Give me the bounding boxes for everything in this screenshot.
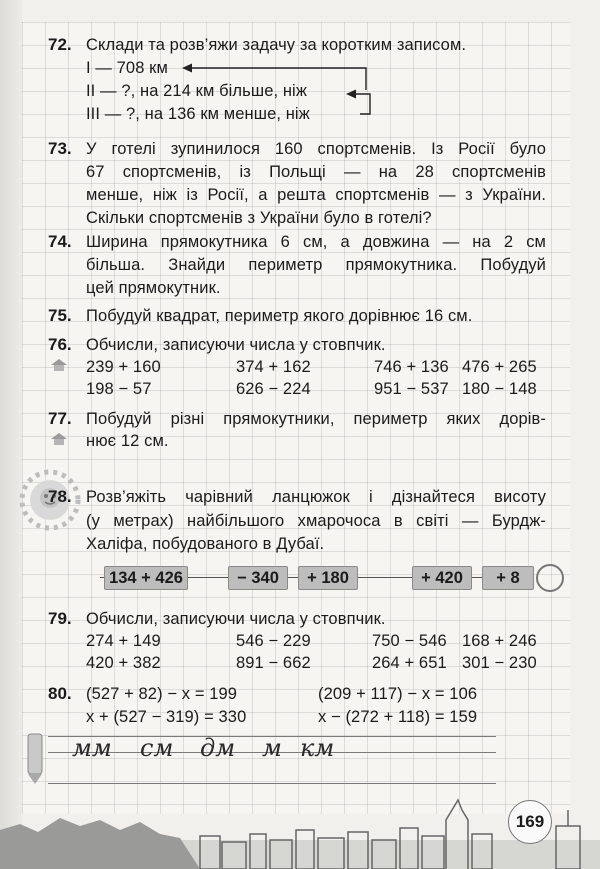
task-80-eq-2-2: x − (272 + 118) = 159 (318, 708, 478, 726)
task-73-line-2: 67 спортсменів, із Польщі — на 28 спортсменів (86, 163, 546, 181)
handwriting-m: м (262, 734, 282, 762)
chain-end-ring-icon (530, 560, 570, 596)
task-number-73: 73. (48, 139, 72, 158)
pencil-icon (22, 730, 48, 786)
task-79-expr-1-1: 274 + 149 (86, 632, 161, 650)
task-72-line-2: II — ?, на 214 км більше, ніж (86, 82, 307, 100)
handwriting-mm: мм (72, 734, 112, 762)
handwriting-km: км (300, 734, 335, 762)
task-73-line-1: У готелі зупинилося 160 спортсменів. Із Росії було (86, 140, 546, 158)
task-72-line-3: III — ?, на 136 км менше, ніж (86, 105, 310, 123)
house-icon (50, 432, 68, 446)
task-80-eq-1-1: (527 + 82) − x = 199 (86, 685, 238, 703)
task-80-eq-2-1: x + (527 − 319) = 330 (86, 708, 247, 726)
task-79-expr-1-4: 168 + 246 (462, 632, 537, 650)
task-76-expr-1-4: 476 + 265 (462, 358, 537, 376)
task-78-line-2: (у метрах) найбільшого хмарочоса в світі — Бурдж- (86, 512, 546, 530)
chain-step-4: + 420 (412, 566, 472, 590)
task-74-line-2: більша. Знайди периметр прямокутника. Побудуй (86, 256, 546, 274)
task-72-text: Склади та розв’яжи задачу за коротким записом. (86, 36, 467, 54)
task-number-77: 77. (48, 409, 72, 428)
task-79-expr-1-3: 750 − 546 (372, 632, 447, 650)
handwriting-sm: см (140, 734, 174, 762)
task-73-line-3: менше, ніж із Росії, а решта спортсменів — з України. (86, 186, 546, 204)
task-76-expr-1-3: 746 + 136 (374, 358, 449, 376)
task-79-expr-2-2: 891 − 662 (236, 654, 311, 672)
task-73-line-4: Скільки спортсменів з України було в готелі? (86, 209, 432, 227)
task-number-72: 72. (48, 35, 72, 54)
house-icon (50, 358, 68, 372)
task-76-expr-2-1: 198 − 57 (86, 380, 152, 398)
task-number-80: 80. (48, 684, 72, 703)
chain-step-2: − 340 (228, 566, 288, 590)
chain-step-3: + 180 (298, 566, 358, 590)
task-77-line-1: Побудуй різні прямокутники, периметр яких дорів- (86, 410, 546, 428)
task-77-line-2: нює 12 см. (86, 432, 169, 450)
task-80-eq-1-2: (209 + 117) − x = 106 (318, 685, 478, 703)
task-79-expr-1-2: 546 − 229 (236, 632, 311, 650)
relation-arrows (180, 60, 380, 120)
task-79-text: Обчисли, записуючи числа у стовпчик. (86, 610, 386, 628)
task-76-expr-1-1: 239 + 160 (86, 358, 161, 376)
task-number-75: 75. (48, 306, 72, 325)
task-76-expr-2-4: 180 − 148 (462, 380, 537, 398)
task-79-expr-2-4: 301 − 230 (462, 654, 537, 672)
task-74-line-3: цей прямокутник. (86, 279, 221, 297)
task-76-text: Обчисли, записуючи числа у стовпчик. (86, 336, 386, 354)
task-number-74: 74. (48, 232, 72, 251)
task-76-expr-2-2: 626 − 224 (236, 380, 311, 398)
handwriting-dm: дм (200, 734, 236, 762)
task-number-76: 76. (48, 335, 72, 354)
task-72-line-1: I — 708 км (86, 59, 168, 77)
chain-step-5: + 8 (482, 566, 534, 590)
task-76-expr-1-2: 374 + 162 (236, 358, 311, 376)
page-number: 169 (508, 800, 552, 844)
task-79-expr-2-3: 264 + 651 (372, 654, 447, 672)
task-74-line-1: Ширина прямокутника 6 см, а довжина — на 2 см (86, 233, 546, 251)
task-78-line-3: Халіфа, побудованого в Дубаї. (86, 535, 325, 553)
task-79-expr-2-1: 420 + 382 (86, 654, 161, 672)
task-75-line-1: Побудуй квадрат, периметр якого дорівнює 16 см. (86, 307, 473, 325)
task-76-expr-2-3: 951 − 537 (374, 380, 449, 398)
task-number-78: 78. (48, 487, 72, 506)
task-78-line-1: Розв’яжіть чарівний ланцюжок і дізнайтеся висоту (86, 488, 546, 506)
task-number-79: 79. (48, 609, 72, 628)
chain-step-1: 134 + 426 (104, 566, 188, 590)
